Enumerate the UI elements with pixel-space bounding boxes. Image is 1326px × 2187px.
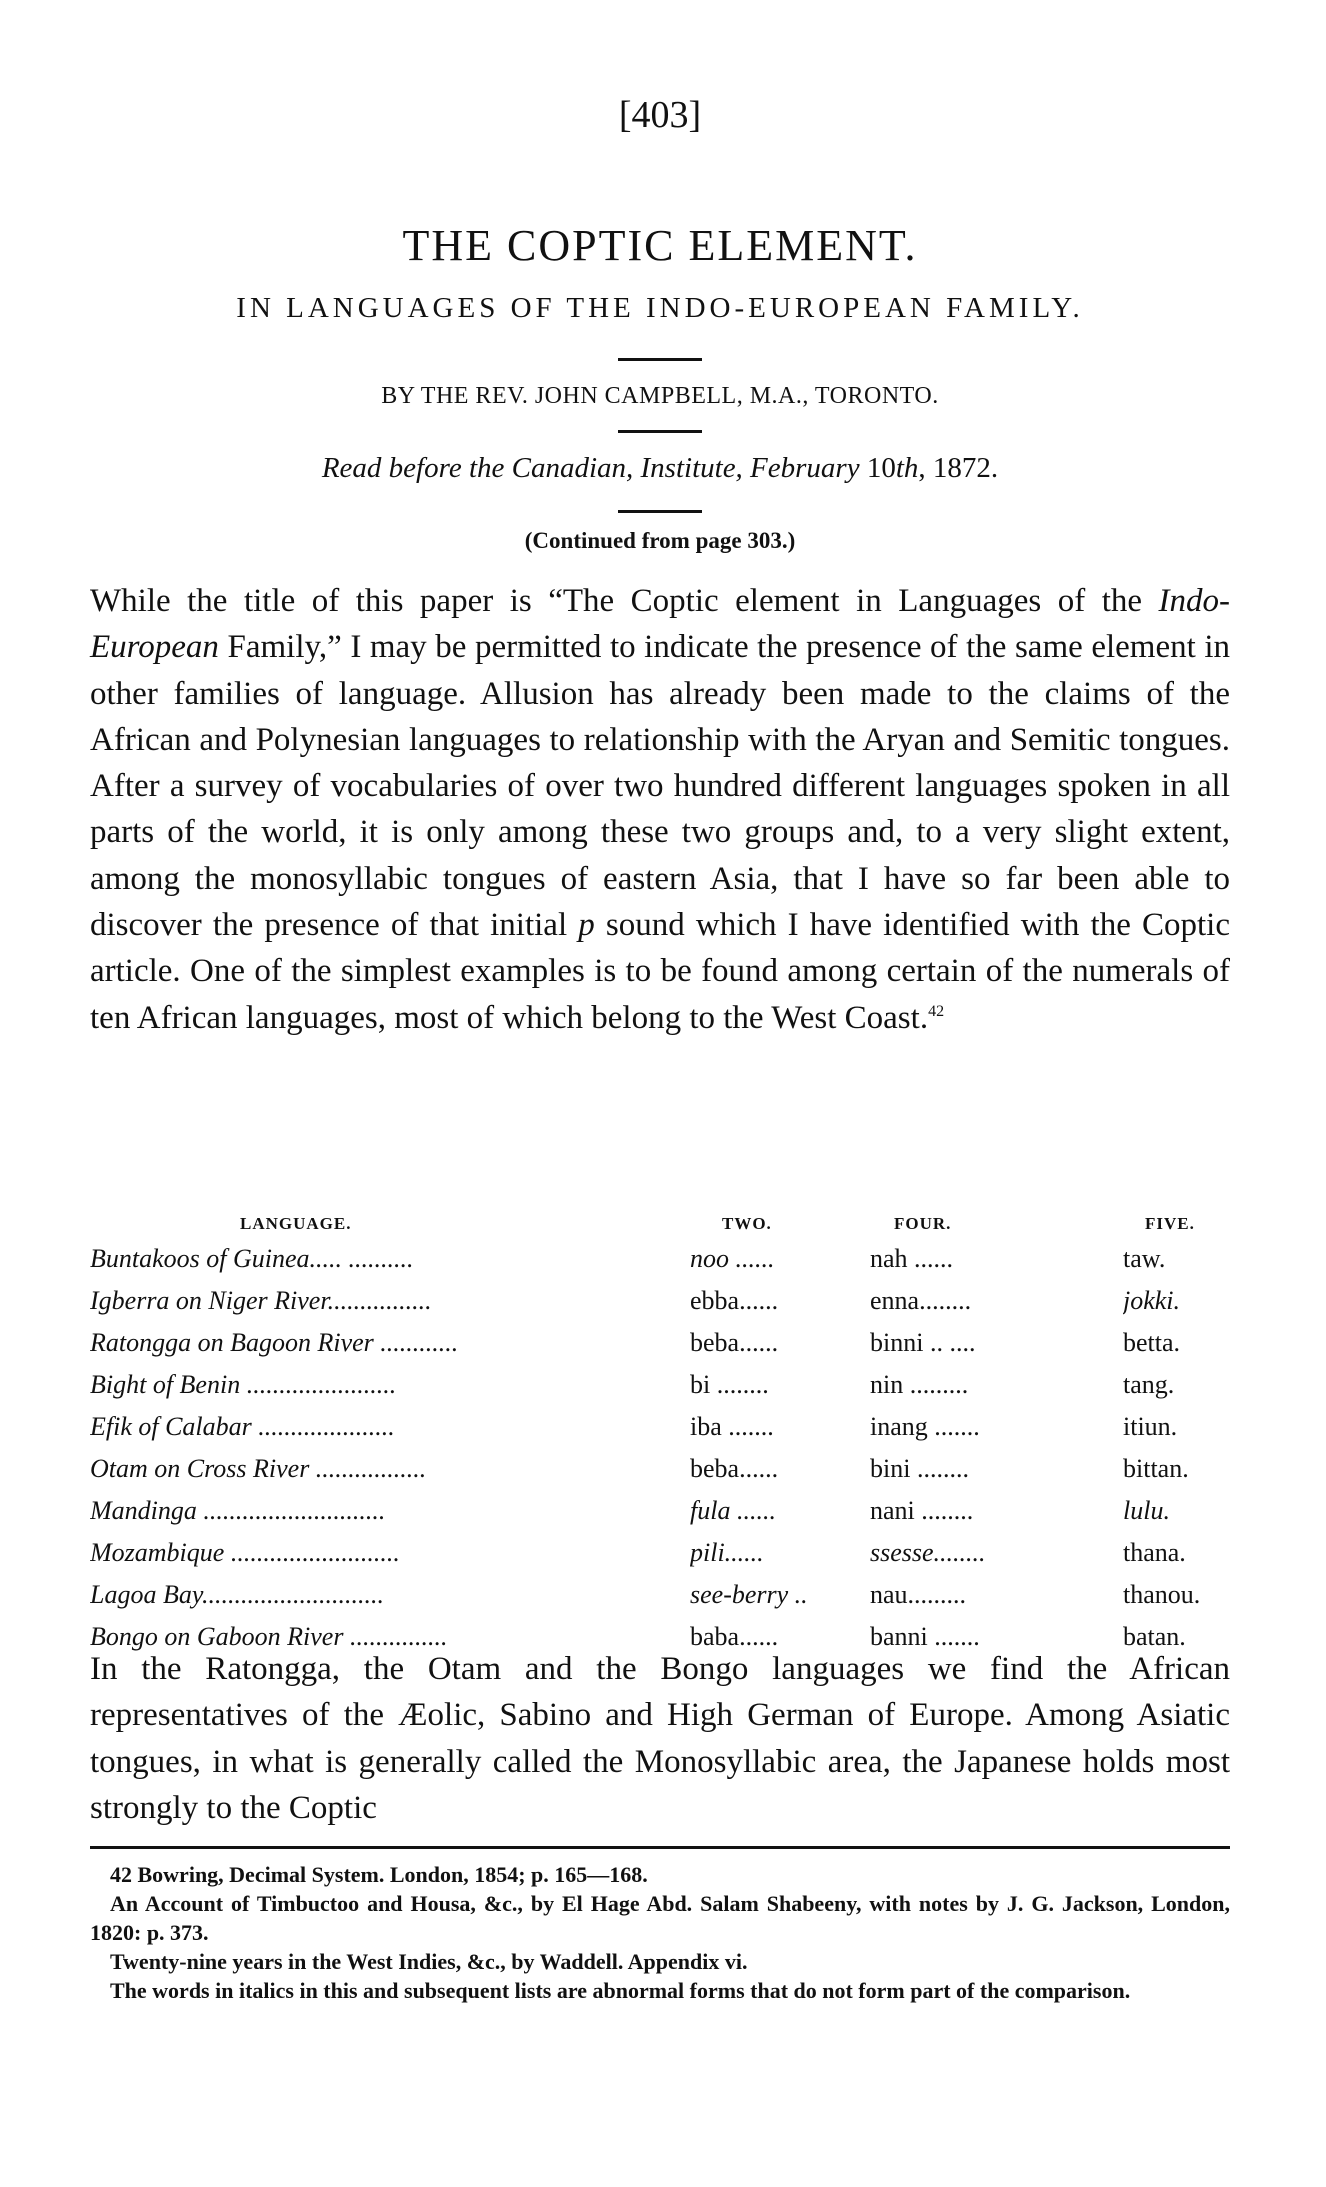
header-five: FIVE. [1145, 1214, 1195, 1233]
cell-two: bi ........ [690, 1370, 769, 1399]
header-two: TWO. [722, 1214, 772, 1233]
cell-four: binni .. .... [870, 1328, 976, 1357]
cell-language: Efik of Calabar ..................... [90, 1412, 395, 1441]
cell-four: nani ........ [870, 1496, 974, 1525]
paragraph-intro-part3: sound which I have identified with the Coptic article. One of the simplest examples is to be found among certain of the numerals of ten African languages, most of which belong to the West Coast. [90, 907, 1230, 1036]
cell-two: beba...... [690, 1454, 779, 1483]
paragraph-intro-italic1: Indo-European [90, 583, 1230, 666]
cell-language: Mandinga ............................ [90, 1496, 386, 1525]
numerals-table [90, 1210, 1230, 1664]
cell-five: thana. [1123, 1538, 1186, 1567]
table-row [90, 1244, 1230, 1286]
cell-four: nah ...... [870, 1244, 954, 1273]
cell-language: Lagoa Bay............................ [90, 1580, 384, 1609]
table-row [90, 1538, 1230, 1580]
cell-language: Igberra on Niger River................ [90, 1286, 432, 1315]
cell-language: Mozambique .......................... [90, 1538, 400, 1567]
table-row [90, 1580, 1230, 1622]
footnote-divider [90, 1846, 1230, 1849]
paragraph-ratongga: In the Ratongga, the Otam and the Bongo languages we find the African representatives of the Æolic, Sabino and High German of Europe. Among Asiatic tongues, in what is generally called the Monosyllabic area, the Japanese holds most strongly to the Coptic [90, 1651, 1230, 1826]
cell-two: see-berry .. [690, 1580, 808, 1609]
cell-five: thanou. [1123, 1580, 1201, 1609]
paragraph-intro-italic2: p [578, 907, 595, 944]
continued-note: (Continued from page 303.) [524, 528, 796, 553]
table-row [90, 1496, 1230, 1538]
paragraph-intro-part1: While the title of this paper is “The Coptic element in Languages of the [90, 583, 1159, 619]
author-byline: BY THE REV. JOHN CAMPBELL, M.A., TORONTO. [381, 383, 939, 409]
cell-two: fula ...... [690, 1496, 776, 1525]
cell-four: enna........ [870, 1286, 972, 1315]
cell-four: nin ......... [870, 1370, 969, 1399]
read-before-day: 10 [866, 452, 896, 484]
footnote-timbuctoo: An Account of Timbuctoo and Housa, &c., by El Hage Abd. Salam Shabeeny, with notes by J. G. Jackson, London, 1820: p. 373. [90, 1891, 1230, 1945]
cell-five: jokki. [1123, 1286, 1181, 1315]
cell-two: iba ....... [690, 1412, 774, 1441]
note-divider [618, 510, 702, 513]
cell-language: Otam on Cross River ................. [90, 1454, 427, 1483]
cell-four: nau......... [870, 1580, 967, 1609]
cell-five: bittan. [1123, 1454, 1189, 1483]
article-title: THE COPTIC ELEMENT. [402, 221, 918, 270]
footnote-ref-42: 42 [928, 1002, 945, 1020]
cell-five: tang. [1123, 1370, 1175, 1399]
title-divider [618, 358, 702, 361]
header-four: FOUR. [894, 1214, 952, 1233]
cell-four: inang ....... [870, 1412, 980, 1441]
table-row [90, 1328, 1230, 1370]
cell-language: Ratongga on Bagoon River ............ [90, 1328, 459, 1357]
footnote-italics: The words in italics in this and subsequent lists are abnormal forms that do not form part of the comparison. [110, 1978, 1131, 2003]
paragraph-intro-part2: Family,” I may be permitted to indicate the presence of the same element in other families of language. Allusion has already been made to the claims of the African and Polynesian languages to relationship with the Aryan and Semitic tongues. After a survey of vocabularies of over two hundred different languages spoken in all parts of the world, it is only among these two groups and, to a very slight extent, among the monosyllabic tongues of eastern Asia, that I have so far been able to discover the presence of that initial [90, 629, 1230, 944]
read-before-day-suffix: th [895, 452, 919, 484]
cell-five: betta. [1123, 1328, 1181, 1357]
cell-two: baba...... [690, 1622, 779, 1651]
table-row [90, 1454, 1230, 1496]
cell-two: noo ...... [690, 1244, 775, 1273]
footnote-42: 42 Bowring, Decimal System. London, 1854; p. 165—168. [110, 1862, 648, 1887]
table-header-row [90, 1210, 1230, 1244]
cell-five: itiun. [1123, 1412, 1178, 1441]
cell-two: ebba...... [690, 1286, 779, 1315]
cell-four: bini ........ [870, 1454, 969, 1483]
cell-two: pili...... [690, 1538, 764, 1567]
paragraph-intro [90, 578, 1230, 1041]
cell-two: beba...... [690, 1328, 779, 1357]
read-before-year: , 1872. [918, 452, 999, 484]
cell-language: Bight of Benin ....................... [90, 1370, 397, 1399]
cell-four: banni ....... [870, 1622, 980, 1651]
cell-language: Buntakoos of Guinea..... .......... [90, 1244, 414, 1273]
cell-five: lulu. [1123, 1496, 1170, 1525]
read-before-note [90, 452, 1230, 485]
byline-divider [618, 430, 702, 433]
cell-five: taw. [1123, 1244, 1166, 1273]
table-row [90, 1286, 1230, 1328]
cell-four: ssesse........ [870, 1538, 986, 1567]
read-before-text: Read before the Canadian, Institute, February [321, 452, 867, 484]
page-number: [403] [618, 94, 702, 136]
footnotes [90, 1860, 1230, 2005]
header-language: LANGUAGE. [240, 1214, 352, 1233]
cell-language: Bongo on Gaboon River ............... [90, 1622, 448, 1651]
article-subtitle: IN LANGUAGES OF THE INDO-EUROPEAN FAMILY. [236, 292, 1084, 324]
table-row [90, 1370, 1230, 1412]
footnote-waddell: Twenty-nine years in the West Indies, &c., by Waddell. Appendix vi. [110, 1949, 748, 1974]
cell-five: batan. [1123, 1622, 1186, 1651]
table-row [90, 1412, 1230, 1454]
